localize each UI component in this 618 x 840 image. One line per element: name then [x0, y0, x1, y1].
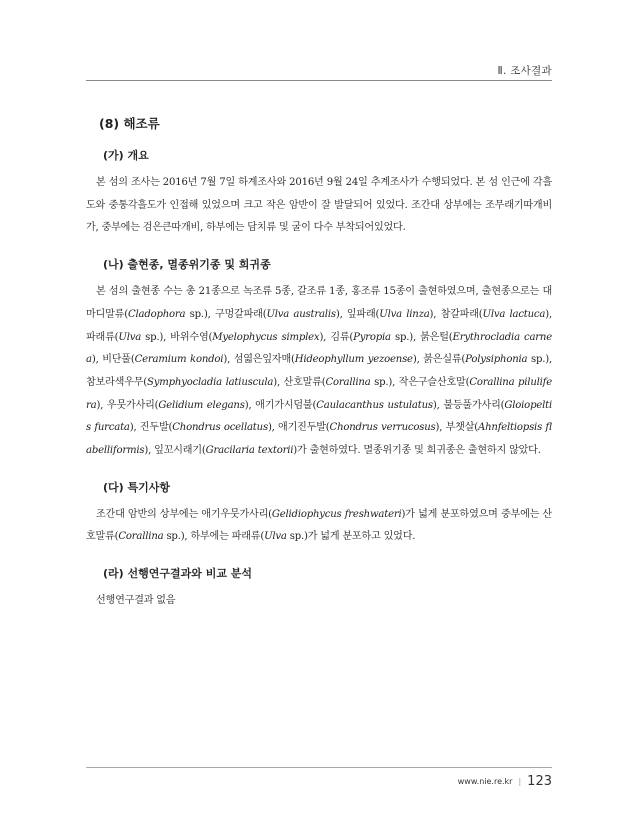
- scientific-name: Polysiphonia: [465, 354, 528, 366]
- text-segment: sp.), 구멍갈파래(: [185, 308, 267, 320]
- text-segment: sp.), 작은구슬산호말(: [370, 376, 470, 388]
- scientific-name: Hideophyllum yezoense: [294, 354, 413, 366]
- overview-paragraph: 본 섬의 조사는 2016년 7월 7일 하계조사와 2016년 9월 24일 추계조사가 수행되었다. 본 섬 인근에 각흘도와 중통각흘도가 인접해 있었으며 크고 작은 암반이 잘 발달되어 있었다. 조간대 상부에는 조무래기따개비가, 중부에는 검은큰따개비, 하부에는 담치류 및 굴이 다수 부착되어있었다.: [86, 177, 552, 234]
- comparison-paragraph: 선행연구결과 없음: [96, 595, 176, 607]
- scientific-name: Cladophora: [127, 308, 186, 320]
- text-segment: 조간대 암반의 상부에는 애기우뭇가사리(: [96, 508, 272, 520]
- page-footer: [458, 774, 552, 789]
- subsection-title-overview: (가) 개요: [103, 149, 149, 162]
- scientific-name: Pyropia: [353, 331, 391, 343]
- scientific-name: Caulacanthus ustulatus: [316, 399, 433, 411]
- scientific-name: Ahnfeltiopsis flabelliformis: [86, 422, 552, 457]
- scientific-name: Ulva australis: [266, 308, 336, 320]
- species-paragraph: [86, 281, 552, 463]
- scientific-name: Ulva: [118, 331, 142, 343]
- text-segment: sp.), 참보라색우무(: [86, 354, 552, 388]
- page-content: [86, 116, 552, 613]
- scientific-name: Gelidium elegans: [158, 399, 245, 411]
- special-notes-paragraph: [86, 504, 552, 549]
- subsection-title-special-notes: (다) 특기사항: [103, 480, 171, 494]
- chapter-header: Ⅱ. 조사결과: [497, 65, 552, 77]
- text-segment: sp.), 바위수염(: [141, 331, 213, 343]
- text-segment: 본 섬의 출현종 수는 총 21종으로 녹조류 5종, 갈조류 1종, 홍조류 15종이 출현하였으며, 출현종으로는 대마디말류(: [86, 286, 552, 320]
- scientific-name: Erythrocladia carnea: [86, 331, 552, 366]
- text-segment: ), 섬엷은잎자매(: [223, 354, 295, 366]
- header-divider: [86, 80, 552, 81]
- text-segment: ), 파래류(: [86, 308, 552, 343]
- scientific-name: Gracilaria textorii: [205, 445, 294, 457]
- text-segment: ), 불등풀가사리(: [432, 399, 505, 411]
- section-title: (8) 해조류: [99, 116, 160, 131]
- text-segment: ), 부챗살(: [435, 422, 479, 434]
- text-segment: ), 애기진두발(: [267, 422, 330, 434]
- text-segment: )가 넓게 분포하였으며 중부에는 산호말류(: [86, 508, 552, 543]
- scientific-name: Chondrus ocellatus: [172, 422, 268, 434]
- scientific-name: Ulva linza: [379, 308, 430, 320]
- subsection-title-species: (나) 출현종, 멸종위기종 및 희귀종: [103, 258, 271, 272]
- scientific-name: Myelophycus simplex: [212, 331, 320, 343]
- text-segment: ), 김류(: [319, 331, 354, 343]
- scientific-name: Ceramium kondoi: [134, 354, 224, 366]
- text-segment: ), 붉은실류(: [412, 354, 466, 366]
- text-segment: sp.), 붉은털(: [390, 331, 453, 343]
- scientific-name: Ulva: [264, 531, 287, 543]
- scientific-name: Gelidiophycus freshwateri: [271, 508, 402, 520]
- text-segment: ), 산호말류(: [273, 376, 326, 388]
- footer-divider: [86, 767, 552, 768]
- text-segment: ), 비단풀(: [91, 354, 135, 366]
- scientific-name: Corallina: [118, 531, 164, 543]
- text-segment: ), 잎꼬시래기(: [144, 445, 206, 457]
- text-segment: ), 애기가시덤불(: [244, 399, 317, 411]
- scientific-name: Ulva lactuca: [482, 308, 546, 320]
- text-segment: ), 우뭇가사리(: [96, 399, 159, 411]
- text-segment: ), 진두발(: [129, 422, 173, 434]
- text-segment: sp.)가 넓게 분포하고 있었다.: [286, 531, 416, 543]
- text-segment: ), 잎파래(: [335, 308, 380, 320]
- scientific-name: Gloiopeltis furcata: [86, 399, 553, 434]
- footer-separator: |: [518, 777, 522, 786]
- scientific-name: Corallina: [325, 376, 371, 388]
- text-segment: ), 참갈파래(: [429, 308, 483, 320]
- text-segment: )가 출현하였다. 멸종위기종 및 희귀종은 출현하지 않았다.: [293, 445, 541, 457]
- text-segment: sp.), 하부에는 파래류(: [163, 531, 265, 543]
- footer-url: www.nie.re.kr: [457, 777, 513, 786]
- page-number: 123: [527, 774, 552, 789]
- subsection-title-comparison: (라) 선행연구결과와 비교 분석: [103, 567, 253, 581]
- scientific-name: Chondrus verrucosus: [329, 422, 436, 434]
- scientific-name: Symphyocladia latiuscula: [147, 376, 274, 388]
- scientific-name: Corallina pilulifera: [86, 376, 552, 411]
